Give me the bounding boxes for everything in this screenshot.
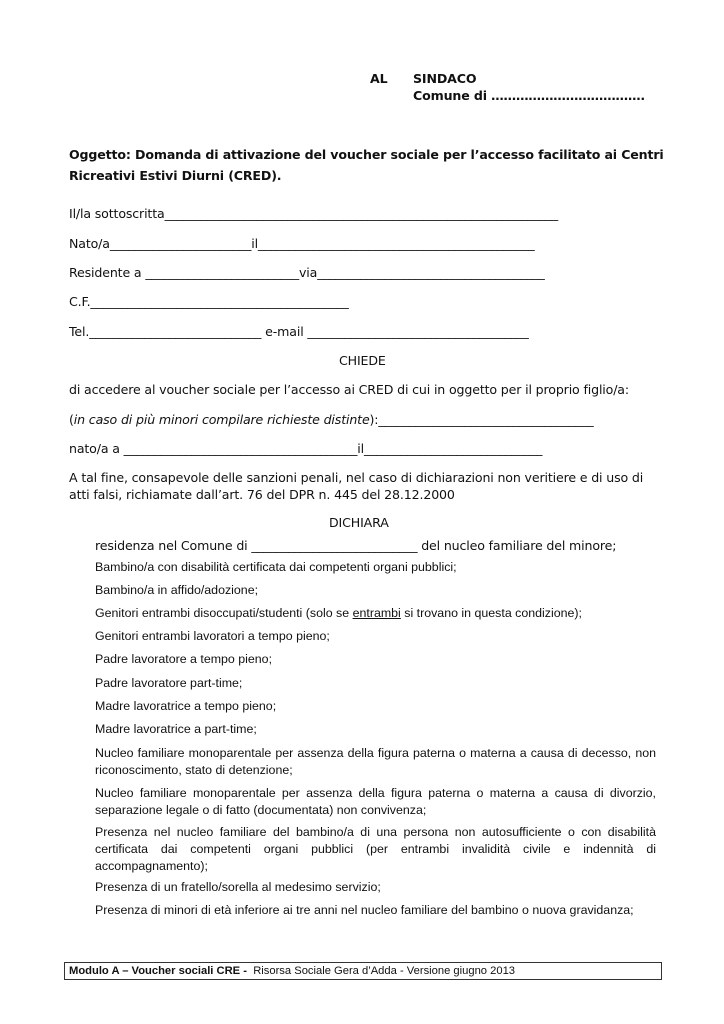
declaration-item-emphasis: entrambi [352, 606, 401, 620]
declaration-item-text: Genitori entrambi disoccupati/studenti (solo se [95, 606, 350, 620]
chiede-line-2-italic: in caso di più minori compilare richieste distinte [73, 412, 370, 427]
chiede-title: CHIEDE [339, 353, 386, 368]
declaration-item[interactable]: Padre lavoratore part-time; [95, 676, 243, 690]
recipient-sindaco: SINDACO [413, 71, 477, 86]
recipient-comune: Comune di ………………………………. [413, 88, 646, 103]
footer-module-label: Modulo A – Voucher sociali CRE - [69, 965, 247, 977]
recipient-al: AL [370, 71, 388, 86]
chiede-line-1: di accedere al voucher sociale per l’accesso ai CRED di cui in oggetto per il proprio figlio/a: [69, 382, 629, 397]
declaration-item[interactable]: Genitori entrambi lavoratori a tempo pieno; [95, 629, 330, 643]
field-cf[interactable]: C.F.__________________________________________ [69, 294, 349, 309]
subject-line-2: Ricreativi Estivi Diurni (CRED). [69, 168, 282, 183]
dichiara-title: DICHIARA [329, 515, 389, 530]
chiede-line-2-rest: ):___________________________________ [369, 412, 594, 427]
declaration-item[interactable]: Bambino/a in affido/adozione; [95, 583, 259, 597]
field-tel-email[interactable]: Tel.____________________________ e-mail ____________________________________ [69, 324, 529, 339]
field-sottoscritta[interactable]: Il/la sottoscritta________________________________________________________________ [69, 206, 558, 221]
chiede-line-2[interactable] [69, 412, 594, 427]
declaration-item[interactable] [95, 606, 582, 620]
consapevole-line-1: A tal fine, consapevole delle sanzioni penali, nel caso di dichiarazioni non veritiere e di uso di [69, 470, 644, 485]
declaration-item[interactable]: Nucleo familiare monoparentale per assenza della figura paterna o materna a causa di decesso, non riconoscimento, stato di detenzione; [95, 746, 656, 777]
field-nato[interactable]: Nato/a_______________________il_____________________________________________ [69, 236, 535, 251]
page-footer [64, 962, 662, 980]
subject-line-1: Oggetto: Domanda di attivazione del voucher sociale per l’accesso facilitato ai Centri [69, 147, 664, 162]
open-paren: ( [69, 412, 74, 427]
declaration-item[interactable]: Madre lavoratrice a part-time; [95, 722, 257, 736]
declaration-item-tail: si trovano in questa condizione); [404, 606, 582, 620]
declaration-item[interactable]: Bambino/a con disabilità certificata dai competenti organi pubblici; [95, 560, 457, 574]
declaration-item[interactable]: Presenza di un fratello/sorella al medesimo servizio; [95, 880, 381, 894]
declaration-item[interactable]: Nucleo familiare monoparentale per assenza della figura paterna o materna a causa di divorzio, separazione legale o di fatto (documentata) non convivenza; [95, 786, 656, 817]
field-minore-nato[interactable]: nato/a a ______________________________________il_____________________________ [69, 441, 543, 456]
field-residenza-comune[interactable]: residenza nel Comune di ___________________________ del nucleo familiare del minore; [95, 538, 617, 553]
field-residente[interactable]: Residente a _________________________via_____________________________________ [69, 265, 545, 280]
declaration-item[interactable]: Padre lavoratore a tempo pieno; [95, 652, 273, 666]
consapevole-line-2: atti falsi, richiamate dall’art. 76 del DPR n. 445 del 28.12.2000 [69, 487, 455, 502]
declaration-item[interactable]: Presenza di minori di età inferiore ai tre anni nel nucleo familiare del bambino o nuova gravidanza; [95, 903, 634, 917]
declaration-item[interactable]: Madre lavoratrice a tempo pieno; [95, 699, 277, 713]
declaration-item[interactable]: Presenza nel nucleo familiare del bambino/a di una persona non autosufficiente o con disabilità certificata dai competenti organi pubblici (per entrambi invalidità civile e indennità di accompagnamento); [95, 825, 656, 873]
footer-info: Risorsa Sociale Gera d’Adda - Versione giugno 2013 [253, 965, 516, 977]
